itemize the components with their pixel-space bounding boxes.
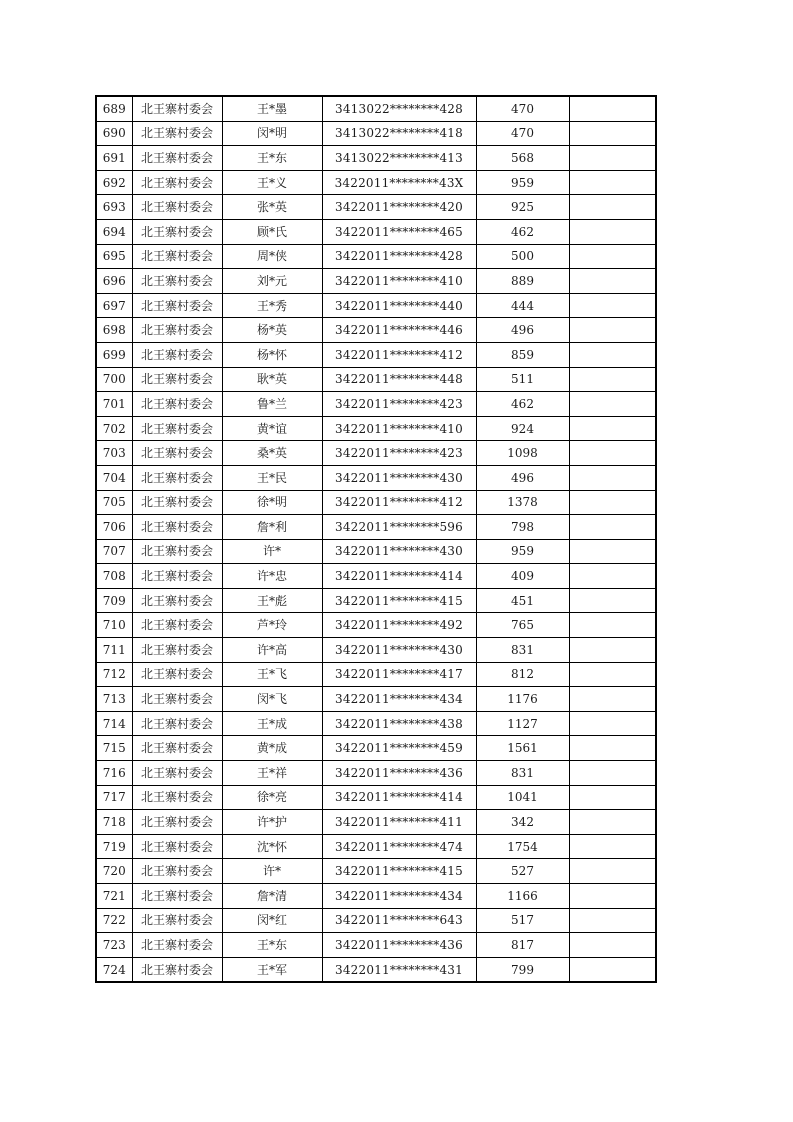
cell-amount: 925 bbox=[476, 195, 569, 220]
cell-blank bbox=[569, 638, 656, 663]
cell-blank bbox=[569, 195, 656, 220]
cell-amount: 924 bbox=[476, 416, 569, 441]
cell-blank bbox=[569, 244, 656, 269]
cell-amount: 409 bbox=[476, 564, 569, 589]
cell-amount: 342 bbox=[476, 810, 569, 835]
table-row bbox=[96, 465, 656, 490]
cell-amount: 817 bbox=[476, 933, 569, 958]
cell-blank bbox=[569, 318, 656, 343]
cell-id: 3422011********414 bbox=[322, 785, 476, 810]
cell-amount: 1378 bbox=[476, 490, 569, 515]
table-row bbox=[96, 342, 656, 367]
table-row bbox=[96, 441, 656, 466]
cell-amount: 812 bbox=[476, 662, 569, 687]
cell-village: 北王寨村委会 bbox=[132, 269, 222, 294]
cell-id: 3422011********465 bbox=[322, 219, 476, 244]
cell-id: 3422011********474 bbox=[322, 834, 476, 859]
table-row bbox=[96, 761, 656, 786]
cell-blank bbox=[569, 121, 656, 146]
cell-blank bbox=[569, 736, 656, 761]
cell-blank bbox=[569, 146, 656, 171]
cell-blank bbox=[569, 269, 656, 294]
table-row bbox=[96, 392, 656, 417]
cell-name: 杨*英 bbox=[222, 318, 322, 343]
cell-seq: 701 bbox=[96, 392, 132, 417]
cell-seq: 700 bbox=[96, 367, 132, 392]
cell-name: 刘*元 bbox=[222, 269, 322, 294]
cell-blank bbox=[569, 170, 656, 195]
cell-id: 3422011********415 bbox=[322, 859, 476, 884]
cell-id: 3422011********417 bbox=[322, 662, 476, 687]
cell-id: 3413022********428 bbox=[322, 96, 476, 121]
cell-amount: 568 bbox=[476, 146, 569, 171]
cell-blank bbox=[569, 441, 656, 466]
cell-id: 3422011********412 bbox=[322, 490, 476, 515]
cell-village: 北王寨村委会 bbox=[132, 318, 222, 343]
cell-seq: 716 bbox=[96, 761, 132, 786]
cell-village: 北王寨村委会 bbox=[132, 146, 222, 171]
cell-name: 耿*英 bbox=[222, 367, 322, 392]
cell-name: 王*东 bbox=[222, 933, 322, 958]
cell-seq: 712 bbox=[96, 662, 132, 687]
cell-name: 王*成 bbox=[222, 711, 322, 736]
cell-seq: 721 bbox=[96, 884, 132, 909]
cell-blank bbox=[569, 687, 656, 712]
cell-amount: 517 bbox=[476, 908, 569, 933]
cell-village: 北王寨村委会 bbox=[132, 293, 222, 318]
cell-id: 3422011********440 bbox=[322, 293, 476, 318]
cell-amount: 1098 bbox=[476, 441, 569, 466]
cell-amount: 470 bbox=[476, 121, 569, 146]
cell-blank bbox=[569, 367, 656, 392]
table-row bbox=[96, 293, 656, 318]
table-row bbox=[96, 539, 656, 564]
table-row bbox=[96, 269, 656, 294]
cell-id: 3422011********43X bbox=[322, 170, 476, 195]
cell-blank bbox=[569, 785, 656, 810]
table-row bbox=[96, 588, 656, 613]
cell-blank bbox=[569, 908, 656, 933]
cell-id: 3422011********415 bbox=[322, 588, 476, 613]
table-row bbox=[96, 810, 656, 835]
cell-id: 3422011********423 bbox=[322, 441, 476, 466]
cell-village: 北王寨村委会 bbox=[132, 392, 222, 417]
cell-seq: 722 bbox=[96, 908, 132, 933]
cell-blank bbox=[569, 465, 656, 490]
cell-blank bbox=[569, 711, 656, 736]
cell-name: 许*高 bbox=[222, 638, 322, 663]
cell-amount: 798 bbox=[476, 515, 569, 540]
cell-id: 3422011********436 bbox=[322, 933, 476, 958]
cell-village: 北王寨村委会 bbox=[132, 367, 222, 392]
cell-amount: 1166 bbox=[476, 884, 569, 909]
cell-name: 王*军 bbox=[222, 957, 322, 982]
cell-amount: 889 bbox=[476, 269, 569, 294]
table-row bbox=[96, 933, 656, 958]
cell-blank bbox=[569, 515, 656, 540]
cell-seq: 691 bbox=[96, 146, 132, 171]
cell-village: 北王寨村委会 bbox=[132, 170, 222, 195]
cell-id: 3413022********418 bbox=[322, 121, 476, 146]
cell-name: 周*侠 bbox=[222, 244, 322, 269]
table-row bbox=[96, 244, 656, 269]
cell-seq: 695 bbox=[96, 244, 132, 269]
cell-name: 闵*飞 bbox=[222, 687, 322, 712]
cell-blank bbox=[569, 884, 656, 909]
cell-village: 北王寨村委会 bbox=[132, 441, 222, 466]
cell-id: 3422011********430 bbox=[322, 638, 476, 663]
cell-id: 3422011********412 bbox=[322, 342, 476, 367]
cell-seq: 709 bbox=[96, 588, 132, 613]
cell-name: 王*义 bbox=[222, 170, 322, 195]
cell-id: 3422011********492 bbox=[322, 613, 476, 638]
cell-village: 北王寨村委会 bbox=[132, 96, 222, 121]
table-row bbox=[96, 318, 656, 343]
table-row bbox=[96, 834, 656, 859]
cell-id: 3422011********431 bbox=[322, 957, 476, 982]
cell-blank bbox=[569, 588, 656, 613]
cell-seq: 718 bbox=[96, 810, 132, 835]
cell-village: 北王寨村委会 bbox=[132, 121, 222, 146]
cell-name: 顾*氏 bbox=[222, 219, 322, 244]
cell-blank bbox=[569, 564, 656, 589]
cell-amount: 1754 bbox=[476, 834, 569, 859]
cell-amount: 444 bbox=[476, 293, 569, 318]
cell-seq: 706 bbox=[96, 515, 132, 540]
cell-village: 北王寨村委会 bbox=[132, 810, 222, 835]
table-row bbox=[96, 711, 656, 736]
cell-amount: 496 bbox=[476, 465, 569, 490]
cell-name: 鲁*兰 bbox=[222, 392, 322, 417]
cell-name: 王*民 bbox=[222, 465, 322, 490]
cell-blank bbox=[569, 490, 656, 515]
cell-blank bbox=[569, 219, 656, 244]
cell-blank bbox=[569, 293, 656, 318]
table-row bbox=[96, 416, 656, 441]
table-row bbox=[96, 908, 656, 933]
cell-id: 3422011********446 bbox=[322, 318, 476, 343]
cell-amount: 831 bbox=[476, 761, 569, 786]
table-row bbox=[96, 96, 656, 121]
cell-name: 芦*玲 bbox=[222, 613, 322, 638]
cell-seq: 689 bbox=[96, 96, 132, 121]
cell-id: 3422011********438 bbox=[322, 711, 476, 736]
table-row bbox=[96, 957, 656, 982]
cell-seq: 724 bbox=[96, 957, 132, 982]
cell-village: 北王寨村委会 bbox=[132, 244, 222, 269]
cell-seq: 714 bbox=[96, 711, 132, 736]
cell-village: 北王寨村委会 bbox=[132, 195, 222, 220]
cell-amount: 1041 bbox=[476, 785, 569, 810]
cell-amount: 831 bbox=[476, 638, 569, 663]
cell-seq: 710 bbox=[96, 613, 132, 638]
table-row bbox=[96, 785, 656, 810]
cell-blank bbox=[569, 342, 656, 367]
cell-blank bbox=[569, 957, 656, 982]
cell-name: 詹*利 bbox=[222, 515, 322, 540]
cell-name: 张*英 bbox=[222, 195, 322, 220]
cell-village: 北王寨村委会 bbox=[132, 490, 222, 515]
cell-seq: 719 bbox=[96, 834, 132, 859]
cell-seq: 711 bbox=[96, 638, 132, 663]
cell-id: 3422011********414 bbox=[322, 564, 476, 589]
cell-name: 王*墨 bbox=[222, 96, 322, 121]
cell-seq: 692 bbox=[96, 170, 132, 195]
cell-id: 3422011********434 bbox=[322, 884, 476, 909]
cell-village: 北王寨村委会 bbox=[132, 761, 222, 786]
cell-amount: 462 bbox=[476, 392, 569, 417]
cell-village: 北王寨村委会 bbox=[132, 539, 222, 564]
cell-name: 王*秀 bbox=[222, 293, 322, 318]
cell-name: 闵*红 bbox=[222, 908, 322, 933]
table-row bbox=[96, 613, 656, 638]
cell-name: 王*祥 bbox=[222, 761, 322, 786]
cell-seq: 723 bbox=[96, 933, 132, 958]
cell-id: 3422011********411 bbox=[322, 810, 476, 835]
cell-amount: 511 bbox=[476, 367, 569, 392]
cell-seq: 694 bbox=[96, 219, 132, 244]
table-row bbox=[96, 367, 656, 392]
cell-id: 3422011********430 bbox=[322, 539, 476, 564]
cell-id: 3422011********448 bbox=[322, 367, 476, 392]
cell-seq: 704 bbox=[96, 465, 132, 490]
cell-village: 北王寨村委会 bbox=[132, 416, 222, 441]
table-row bbox=[96, 662, 656, 687]
cell-amount: 1176 bbox=[476, 687, 569, 712]
cell-blank bbox=[569, 392, 656, 417]
cell-seq: 698 bbox=[96, 318, 132, 343]
table-row bbox=[96, 638, 656, 663]
cell-village: 北王寨村委会 bbox=[132, 711, 222, 736]
cell-village: 北王寨村委会 bbox=[132, 219, 222, 244]
cell-village: 北王寨村委会 bbox=[132, 687, 222, 712]
cell-name: 王*彪 bbox=[222, 588, 322, 613]
cell-amount: 859 bbox=[476, 342, 569, 367]
table-body bbox=[96, 96, 656, 982]
cell-blank bbox=[569, 933, 656, 958]
cell-seq: 696 bbox=[96, 269, 132, 294]
roster-table bbox=[95, 95, 657, 983]
table-row bbox=[96, 736, 656, 761]
cell-blank bbox=[569, 416, 656, 441]
cell-name: 许*忠 bbox=[222, 564, 322, 589]
table-row bbox=[96, 687, 656, 712]
cell-seq: 690 bbox=[96, 121, 132, 146]
cell-id: 3422011********434 bbox=[322, 687, 476, 712]
cell-village: 北王寨村委会 bbox=[132, 564, 222, 589]
cell-blank bbox=[569, 539, 656, 564]
cell-id: 3413022********413 bbox=[322, 146, 476, 171]
cell-seq: 715 bbox=[96, 736, 132, 761]
cell-amount: 470 bbox=[476, 96, 569, 121]
cell-village: 北王寨村委会 bbox=[132, 662, 222, 687]
cell-blank bbox=[569, 761, 656, 786]
cell-village: 北王寨村委会 bbox=[132, 957, 222, 982]
cell-village: 北王寨村委会 bbox=[132, 908, 222, 933]
cell-blank bbox=[569, 613, 656, 638]
cell-village: 北王寨村委会 bbox=[132, 638, 222, 663]
cell-blank bbox=[569, 834, 656, 859]
cell-village: 北王寨村委会 bbox=[132, 933, 222, 958]
cell-seq: 705 bbox=[96, 490, 132, 515]
cell-name: 桑*英 bbox=[222, 441, 322, 466]
cell-seq: 707 bbox=[96, 539, 132, 564]
cell-village: 北王寨村委会 bbox=[132, 785, 222, 810]
cell-seq: 713 bbox=[96, 687, 132, 712]
cell-id: 3422011********596 bbox=[322, 515, 476, 540]
cell-village: 北王寨村委会 bbox=[132, 613, 222, 638]
table-row bbox=[96, 490, 656, 515]
cell-seq: 720 bbox=[96, 859, 132, 884]
cell-name: 徐*明 bbox=[222, 490, 322, 515]
table-row bbox=[96, 195, 656, 220]
cell-amount: 799 bbox=[476, 957, 569, 982]
table-row bbox=[96, 146, 656, 171]
cell-seq: 717 bbox=[96, 785, 132, 810]
cell-name: 徐*亮 bbox=[222, 785, 322, 810]
cell-blank bbox=[569, 662, 656, 687]
cell-seq: 697 bbox=[96, 293, 132, 318]
cell-village: 北王寨村委会 bbox=[132, 736, 222, 761]
cell-village: 北王寨村委会 bbox=[132, 465, 222, 490]
cell-village: 北王寨村委会 bbox=[132, 884, 222, 909]
cell-name: 詹*清 bbox=[222, 884, 322, 909]
cell-name: 黄*谊 bbox=[222, 416, 322, 441]
cell-village: 北王寨村委会 bbox=[132, 588, 222, 613]
table-row bbox=[96, 170, 656, 195]
cell-name: 杨*怀 bbox=[222, 342, 322, 367]
cell-id: 3422011********428 bbox=[322, 244, 476, 269]
cell-id: 3422011********410 bbox=[322, 269, 476, 294]
cell-id: 3422011********423 bbox=[322, 392, 476, 417]
table-row bbox=[96, 219, 656, 244]
cell-village: 北王寨村委会 bbox=[132, 515, 222, 540]
table-row bbox=[96, 121, 656, 146]
cell-blank bbox=[569, 810, 656, 835]
cell-name: 黄*成 bbox=[222, 736, 322, 761]
cell-name: 沈*怀 bbox=[222, 834, 322, 859]
cell-name: 王*飞 bbox=[222, 662, 322, 687]
cell-name: 许* bbox=[222, 539, 322, 564]
table-row bbox=[96, 515, 656, 540]
cell-seq: 699 bbox=[96, 342, 132, 367]
cell-id: 3422011********420 bbox=[322, 195, 476, 220]
cell-name: 许*护 bbox=[222, 810, 322, 835]
cell-village: 北王寨村委会 bbox=[132, 859, 222, 884]
cell-village: 北王寨村委会 bbox=[132, 834, 222, 859]
cell-amount: 765 bbox=[476, 613, 569, 638]
cell-blank bbox=[569, 96, 656, 121]
cell-seq: 708 bbox=[96, 564, 132, 589]
cell-amount: 959 bbox=[476, 539, 569, 564]
cell-id: 3422011********430 bbox=[322, 465, 476, 490]
cell-id: 3422011********436 bbox=[322, 761, 476, 786]
cell-id: 3422011********410 bbox=[322, 416, 476, 441]
table-row bbox=[96, 884, 656, 909]
cell-amount: 527 bbox=[476, 859, 569, 884]
cell-amount: 500 bbox=[476, 244, 569, 269]
cell-blank bbox=[569, 859, 656, 884]
cell-seq: 693 bbox=[96, 195, 132, 220]
table-row bbox=[96, 564, 656, 589]
table-row bbox=[96, 859, 656, 884]
cell-name: 许* bbox=[222, 859, 322, 884]
cell-amount: 496 bbox=[476, 318, 569, 343]
cell-amount: 1127 bbox=[476, 711, 569, 736]
cell-amount: 462 bbox=[476, 219, 569, 244]
cell-id: 3422011********643 bbox=[322, 908, 476, 933]
cell-name: 闵*明 bbox=[222, 121, 322, 146]
cell-village: 北王寨村委会 bbox=[132, 342, 222, 367]
cell-amount: 451 bbox=[476, 588, 569, 613]
cell-amount: 959 bbox=[476, 170, 569, 195]
cell-seq: 702 bbox=[96, 416, 132, 441]
cell-seq: 703 bbox=[96, 441, 132, 466]
cell-id: 3422011********459 bbox=[322, 736, 476, 761]
cell-amount: 1561 bbox=[476, 736, 569, 761]
cell-name: 王*东 bbox=[222, 146, 322, 171]
